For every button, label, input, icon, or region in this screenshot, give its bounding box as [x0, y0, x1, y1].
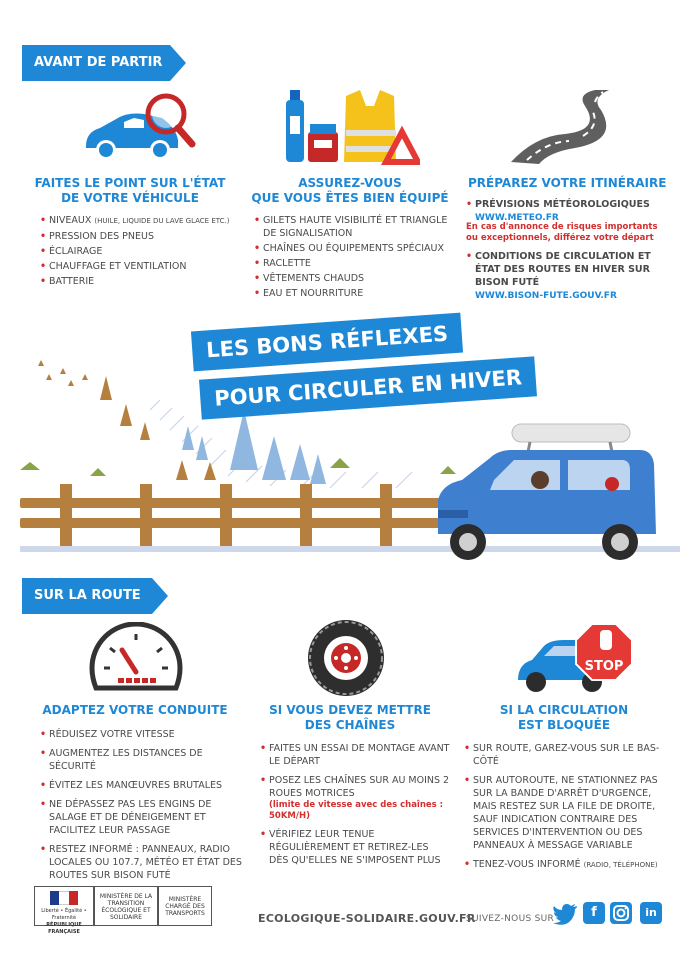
- col2-title-line2: QUE VOUS ÊTES BIEN ÉQUIPÉ: [251, 191, 449, 205]
- list-item: • NE DÉPASSEZ PAS LES ENGINS DE SALAGE ET DE DÉNEIGEMENT ET FACILITEZ LEUR PASSAGE: [40, 798, 245, 837]
- col4-list: [40, 728, 245, 884]
- col2-list: [254, 214, 449, 302]
- list-item: • RACLETTE: [254, 257, 449, 270]
- list-item: • SUR AUTOROUTE, NE STATIONNEZ PAS SUR LA BANDE D'ARRÊT D'URGENCE, MAIS RESTEZ SUR LA FILE DE DROITE, SAUF INDICATION CONTRAIRE DES SERVICES D'INTERVENTION OU DES PANNEAUX À MESSAGE VARIABLE: [464, 774, 664, 852]
- bison-fute-link[interactable]: WWW.BISON-FUTE.GOUV.FR: [475, 291, 617, 301]
- list-item: • VÊTEMENTS CHAUDS: [254, 272, 449, 285]
- col5-list: [260, 742, 450, 869]
- slogan-line1: LES BONS RÉFLEXES: [191, 313, 463, 372]
- instagram-icon[interactable]: [610, 902, 632, 924]
- republic-motto: Liberté • Égalité • Fraternité: [41, 908, 87, 921]
- section-banner-road: [22, 578, 152, 614]
- linkedin-icon[interactable]: in: [640, 902, 662, 924]
- website-link[interactable]: ECOLOGIQUE-SOLIDAIRE.GOUV.FR: [258, 912, 476, 925]
- col5-title-line2: DES CHAÎNES: [304, 718, 396, 732]
- republic-name: RÉPUBLIQUE FRANÇAISE: [46, 922, 82, 935]
- list-item: • CHAÎNES OU ÉQUIPEMENTS SPÉCIAUX: [254, 242, 449, 255]
- chains-speed-limit-note: (limite de vitesse avec des chaînes : 50KM/H): [269, 800, 444, 821]
- col6-list: [464, 742, 664, 874]
- list-item: • TENEZ-VOUS INFORMÉ (RADIO, TÉLÉPHONE): [464, 858, 664, 872]
- list-item: • EAU ET NOURRITURE: [254, 287, 449, 300]
- list-item: • PRESSION DES PNEUS: [40, 230, 240, 243]
- tyre-chains-icon: [306, 618, 386, 698]
- ministry-transport-logo: [158, 886, 212, 926]
- list-item: • RÉDUISEZ VOTRE VITESSE: [40, 728, 245, 741]
- list-item: • SUR ROUTE, GAREZ-VOUS SUR LE BAS-CÔTÉ: [464, 742, 664, 768]
- list-item: • AUGMENTEZ LES DISTANCES DE SÉCURITÉ: [40, 747, 245, 773]
- list-item: • RESTEZ INFORMÉ : PANNEAUX, RADIO LOCALES OU 107.7, MÉTÉO ET ÉTAT DES ROUTES SUR BISON FUTÉ: [40, 843, 245, 882]
- list-item: • ÉVITEZ LES MANŒUVRES BRUTALES: [40, 779, 245, 792]
- ministry-ecology-logo: [94, 886, 158, 926]
- col3-note: En cas d'annonce de risques importants ou exceptionnels, différez votre départ: [466, 222, 658, 243]
- list-item: • ÉCLAIRAGE: [40, 245, 240, 258]
- list-item: • NIVEAUX (HUILE, LIQUIDE DU LAVE GLACE ETC.): [40, 214, 240, 228]
- list-item: • CHAUFFAGE ET VENTILATION: [40, 260, 240, 273]
- col3-list-2: [466, 250, 666, 305]
- slogan-line2: POUR CIRCULER EN HIVER: [199, 356, 537, 419]
- car-magnifier-icon: [78, 88, 198, 168]
- meteo-link[interactable]: WWW.METEO.FR: [475, 213, 559, 223]
- col1-title-line2: DE VOTRE VÉHICULE: [61, 191, 199, 205]
- col6-title: [464, 703, 664, 733]
- speedometer-icon: [88, 622, 184, 694]
- twitter-icon[interactable]: [552, 903, 578, 925]
- col6-title-line2: EST BLOQUÉE: [517, 718, 611, 732]
- col4-title: ADAPTEZ VOTRE CONDUITE: [42, 703, 228, 717]
- list-item: • POSEZ LES CHAÎNES SUR AU MOINS 2 ROUES MOTRICES (limite de vitesse avec des chaînes : 50KM/H): [260, 774, 450, 822]
- list-item: • BATTERIE: [40, 275, 240, 288]
- col1-list: [40, 214, 240, 290]
- col6-title-line1: SI LA CIRCULATION: [499, 703, 629, 717]
- follow-us-label: SUIVEZ-NOUS SUR: [466, 914, 555, 924]
- col1-title-line1: FAITES LE POINT SUR L'ÉTAT: [34, 176, 226, 190]
- col5-title: [255, 703, 445, 733]
- section-banner-label: SUR LA ROUTE: [34, 588, 141, 603]
- col1-title: [20, 176, 240, 206]
- republique-francaise-logo: [34, 886, 94, 935]
- col2-title-line1: ASSUREZ-VOUS: [298, 176, 402, 190]
- col5-title-line1: SI VOUS DEVEZ METTRE: [269, 703, 431, 717]
- equipment-icon: [280, 86, 420, 168]
- ministry2-label: MINISTÈRE CHARGÉ DES TRANSPORTS: [165, 896, 205, 917]
- list-item: • FAITES UN ESSAI DE MONTAGE AVANT LE DÉPART: [260, 742, 450, 768]
- col3-title: PRÉPAREZ VOTRE ITINÉRAIRE: [468, 176, 667, 190]
- stop-sign-label: STOP: [584, 659, 624, 674]
- road-icon: [505, 86, 615, 166]
- list-item: • PRÉVISIONS MÉTÉOROLOGIQUES WWW.METEO.FR: [466, 198, 666, 225]
- ministry1-label: MINISTÈRE DE LA TRANSITION ÉCOLOGIQUE ET SOLIDAIRE: [99, 893, 153, 921]
- list-item: • GILETS HAUTE VISIBILITÉ ET TRIANGLE DE SIGNALISATION: [254, 214, 449, 240]
- section-banner-label: AVANT DE PARTIR: [34, 55, 163, 70]
- facebook-icon[interactable]: f: [583, 902, 605, 924]
- col2-title: [250, 176, 450, 206]
- list-item: • CONDITIONS DE CIRCULATION ET ÉTAT DES ROUTES EN HIVER SUR BISON FUTÉ WWW.BISON-FUTE.GOUV.FR: [466, 250, 666, 303]
- car-stop-icon: [514, 620, 638, 696]
- list-item: • VÉRIFIEZ LEUR TENUE RÉGULIÈREMENT ET RETIREZ-LES DÈS QU'ELLES NE S'IMPOSENT PLUS: [260, 828, 450, 867]
- section-banner-before: [22, 45, 170, 81]
